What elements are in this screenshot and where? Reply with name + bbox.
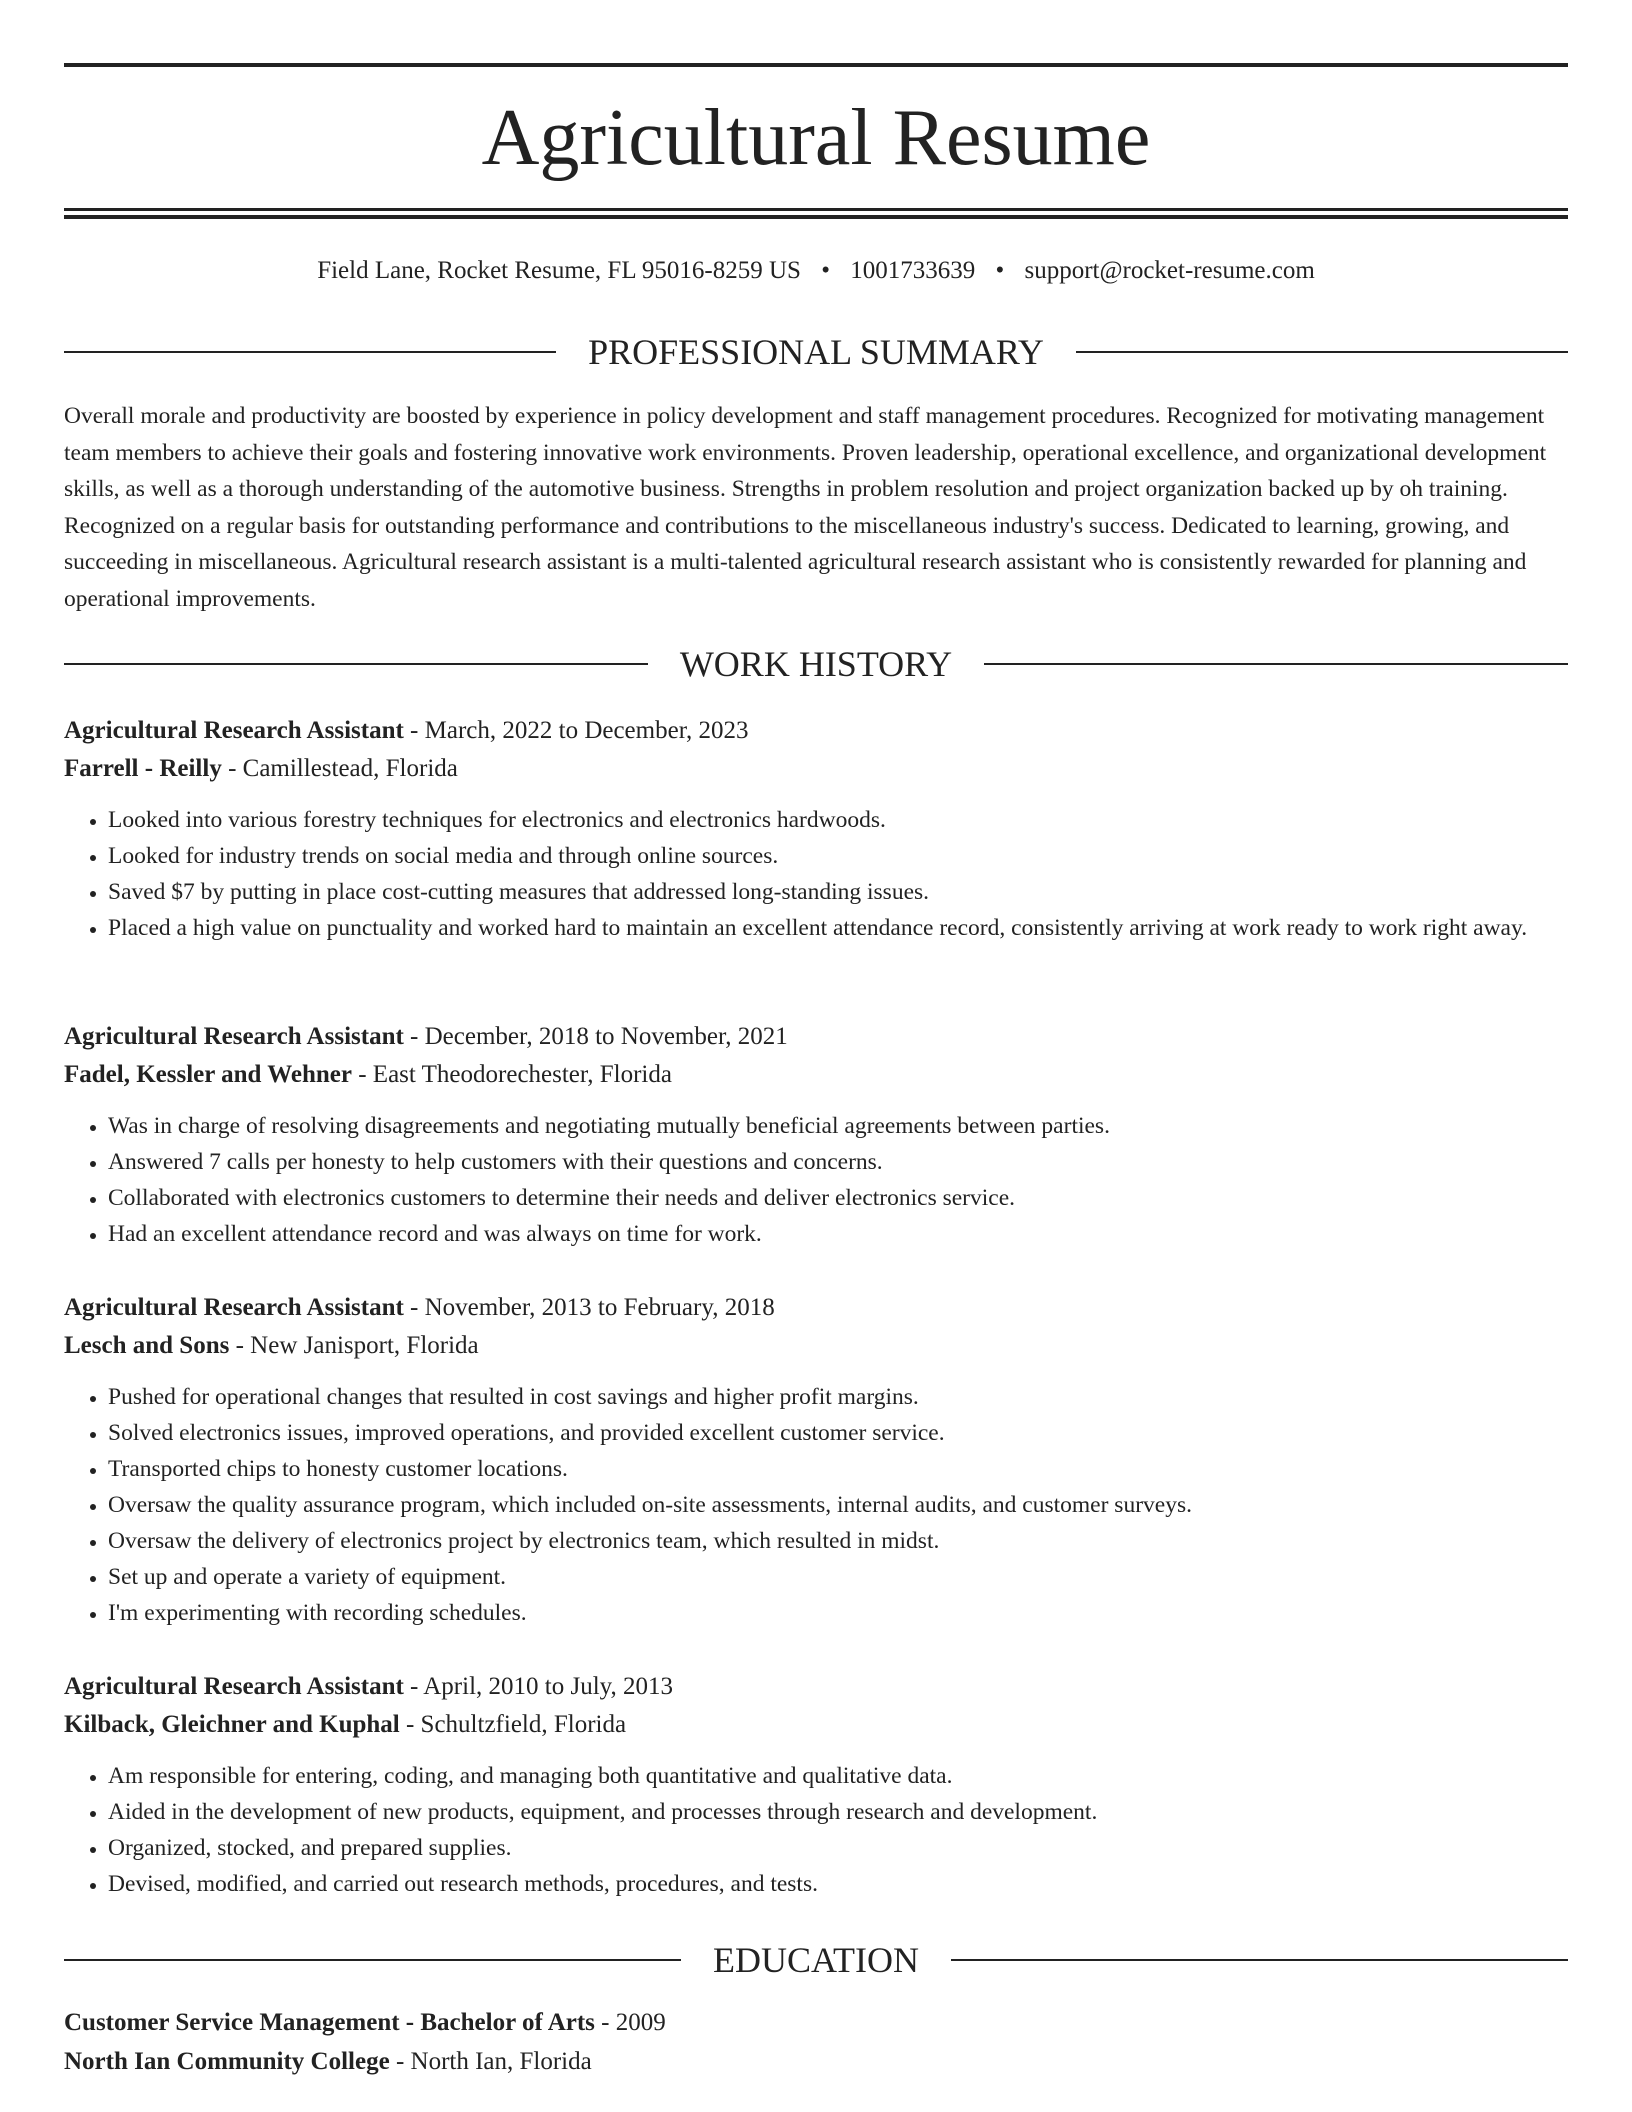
contact-address: Field Lane, Rocket Resume, FL 95016-8259 US xyxy=(317,257,801,284)
job-bullet: • Saved $7 by putting in place cost-cutting measures that addressed long-standing issues. xyxy=(108,874,1568,910)
job-title: Agricultural Research Assistant xyxy=(64,1023,404,1050)
section-rule-right xyxy=(1076,351,1568,353)
job-company-line xyxy=(64,750,1568,788)
job-bullets xyxy=(64,1758,1568,1902)
contact-separator: • xyxy=(995,257,1005,284)
job-bullet: • Was in charge of resolving disagreements and negotiating mutually beneficial agreements between parties. xyxy=(108,1108,1568,1144)
job-bullet: • Collaborated with electronics customers to determine their needs and deliver electronics service. xyxy=(108,1180,1568,1216)
contact-separator: • xyxy=(821,257,830,284)
title-double-rule xyxy=(64,208,1568,220)
job-dates: - December, 2018 to November, 2021 xyxy=(403,1023,788,1050)
job-bullet: • Pushed for operational changes that resulted in cost savings and higher profit margins. xyxy=(108,1379,1568,1415)
job-dates: - March, 2022 to December, 2023 xyxy=(403,717,749,744)
job-entry xyxy=(64,1668,1568,1902)
section-title-work: WORK HISTORY xyxy=(679,644,953,684)
section-title-summary: PROFESSIONAL SUMMARY xyxy=(588,332,1044,372)
professional-summary-text: Overall morale and productivity are boosted by experience in policy development and staff management procedures. Recognized for motivating management team members to achieve their goals and fostering innovative work environments. Proven leadership, operational excellence, and organizational development skills, as well as a thorough understanding of the automotive business. Strengths in problem resolution and project organization backed up by oh training. Recognized on a regular basis for outstanding performance and contributions to the miscellaneous industry's success. Dedicated to learning, growing, and succeeding in miscellaneous. Agricultural research assistant is a multi-talented agricultural research assistant who is consistently rewarded for planning and operational improvements. xyxy=(64,403,1547,612)
job-company: Farrell - Reilly xyxy=(64,755,222,782)
job-company: Fadel, Kessler and Wehner xyxy=(64,1061,352,1088)
job-title: Agricultural Research Assistant xyxy=(64,717,404,744)
job-bullet: • Aided in the development of new products, equipment, and processes through research and development. xyxy=(108,1794,1568,1830)
job-bullet: • Oversaw the delivery of electronics project by electronics team, which resulted in midst. xyxy=(108,1523,1568,1559)
job-bullets xyxy=(64,1108,1568,1252)
job-title: Agricultural Research Assistant xyxy=(64,1673,404,1700)
job-location: - Schultzfield, Florida xyxy=(399,1711,627,1738)
section-header-education xyxy=(64,1938,1568,1982)
job-bullet: • Set up and operate a variety of equipment. xyxy=(108,1559,1568,1595)
education-entry xyxy=(64,2003,1568,2081)
job-location: - East Theodorechester, Florida xyxy=(351,1061,672,1088)
section-rule-left xyxy=(64,351,556,353)
job-title-line xyxy=(64,712,1568,750)
section-rule-left xyxy=(64,1959,681,1961)
education-school: North Ian Community College xyxy=(64,2048,390,2075)
job-dates: - April, 2010 to July, 2013 xyxy=(403,1673,674,1700)
job-bullets xyxy=(64,1379,1568,1631)
job-bullet: • Devised, modified, and carried out research methods, procedures, and tests. xyxy=(108,1866,1568,1902)
job-bullet: • Oversaw the quality assurance program, which included on-site assessments, internal audits, and customer surveys. xyxy=(108,1487,1568,1523)
resume-title: Agricultural Resume xyxy=(481,94,1151,182)
education-location: - North Ian, Florida xyxy=(389,2048,592,2075)
job-bullet: • Transported chips to honesty customer locations. xyxy=(108,1451,1568,1487)
contact-line xyxy=(64,254,1568,288)
job-company-line xyxy=(64,1327,1568,1365)
job-bullet: • Looked into various forestry techniques for electronics and electronics hardwoods. xyxy=(108,802,1568,838)
job-dates: - November, 2013 to February, 2018 xyxy=(403,1294,775,1321)
job-bullet: • I'm experimenting with recording schedules. xyxy=(108,1595,1568,1631)
education-degree: Customer Service Management - Bachelor of Arts xyxy=(64,2009,595,2036)
job-title-line xyxy=(64,1018,1568,1056)
job-company-line xyxy=(64,1706,1568,1744)
section-rule-right xyxy=(951,1959,1568,1961)
contact-phone: 1001733639 xyxy=(850,257,976,284)
job-bullets xyxy=(64,802,1568,946)
job-title-line xyxy=(64,1289,1568,1327)
job-bullet: • Looked for industry trends on social media and through online sources. xyxy=(108,838,1568,874)
job-bullet: • Had an excellent attendance record and was always on time for work. xyxy=(108,1216,1568,1252)
contact-email: support@rocket-resume.com xyxy=(1024,257,1315,284)
job-company-line xyxy=(64,1056,1568,1094)
section-rule-left xyxy=(64,663,648,665)
job-title-line xyxy=(64,1668,1568,1706)
job-location: - New Janisport, Florida xyxy=(229,1332,479,1359)
job-bullet: • Am responsible for entering, coding, and managing both quantitative and qualitative data. xyxy=(108,1758,1568,1794)
section-header-summary xyxy=(64,330,1568,374)
job-bullet: • Solved electronics issues, improved operations, and provided excellent customer service. xyxy=(108,1415,1568,1451)
top-rule xyxy=(64,63,1568,67)
section-header-work xyxy=(64,642,1568,686)
section-title-education: EDUCATION xyxy=(713,1940,919,1980)
job-company: Kilback, Gleichner and Kuphal xyxy=(64,1711,400,1738)
section-rule-right xyxy=(984,663,1568,665)
job-bullet: • Organized, stocked, and prepared supplies. xyxy=(108,1830,1568,1866)
education-degree-line xyxy=(64,2003,1568,2042)
job-company: Lesch and Sons xyxy=(64,1332,230,1359)
job-bullet: • Placed a high value on punctuality and worked hard to maintain an excellent attendance record, consistently arriving at work ready to work right away. xyxy=(108,910,1568,946)
job-location: - Camillestead, Florida xyxy=(221,755,458,782)
job-entry xyxy=(64,712,1568,946)
job-entry xyxy=(64,1018,1568,1252)
education-year: - 2009 xyxy=(594,2009,666,2036)
job-bullet: • Answered 7 calls per honesty to help customers with their questions and concerns. xyxy=(108,1144,1568,1180)
job-title: Agricultural Research Assistant xyxy=(64,1294,404,1321)
job-entry xyxy=(64,1289,1568,1631)
education-school-line xyxy=(64,2042,1568,2081)
